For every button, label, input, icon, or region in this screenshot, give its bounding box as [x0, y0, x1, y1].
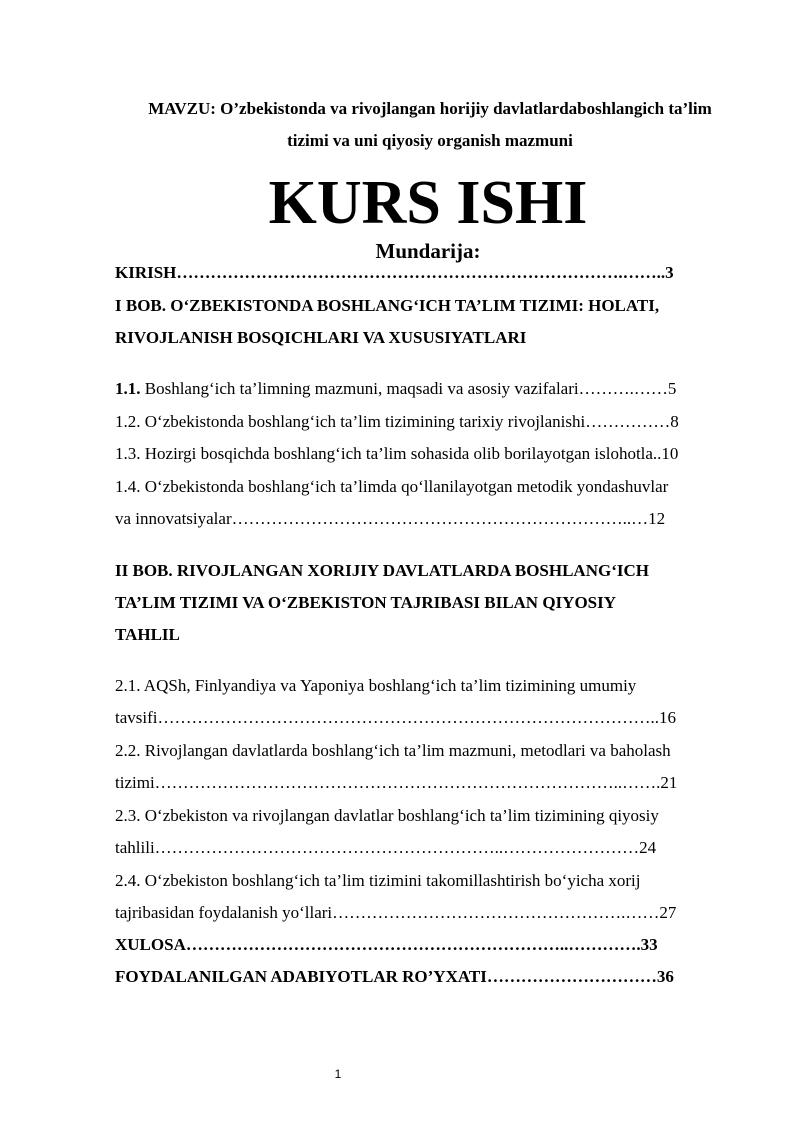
toc-entry-intro: KIRISH…………………………………………………………………….……..3 — [115, 263, 674, 282]
toc-entry-1-1-number: 1.1. — [115, 379, 141, 398]
toc-entry-2-2-line-2: tizimi………………………………………………………………………..…….21 — [115, 773, 678, 792]
toc-heading: Mundarija: — [375, 239, 481, 263]
toc-entry-1-3: 1.3. Hozirgi bosqichda boshlang‘ich ta’lim sohasida olib borilayotgan islohotla..10 — [115, 444, 679, 463]
toc-entry-1-1-text: Boshlang‘ich ta’limning mazmuni, maqsadi va asosiy vazifalari……….……5 — [140, 379, 677, 398]
page-number: 1 — [334, 1067, 342, 1081]
toc-chapter-2-line-2: TA’LIM TIZIMI VA O‘ZBEKISTON TAJRIBASI BILAN QIYOSIY — [115, 593, 617, 612]
toc-chapter-2-line-1: II BOB. RIVOJLANGAN XORIJIY DAVLATLARDA BOSHLANG‘ICH — [115, 561, 649, 580]
toc-chapter-1-line-1: I BOB. O‘ZBEKISTONDA BOSHLANG‘ICH TA’LIM TIZIMI: HOLATI, — [115, 296, 660, 315]
toc-entry-1-1 — [115, 378, 676, 400]
toc-entry-2-3-line-1: 2.3. O‘zbekiston va rivojlangan davlatlar boshlang‘ich ta’lim tizimining qiyosiy — [115, 806, 659, 825]
toc-chapter-2-line-3: TAHLIL — [115, 625, 180, 644]
topic-line-2: tizimi va uni qiyosiy organish mazmuni — [287, 131, 573, 150]
topic-line-1: MAVZU: O’zbekistonda va rivojlangan horijiy davlatlardaboshlangich ta’lim — [148, 99, 712, 118]
toc-chapter-1-line-2: RIVOJLANISH BOSQICHLARI VA XUSUSIYATLARI — [115, 328, 527, 347]
toc-entry-2-4-line-1: 2.4. O‘zbekiston boshlang‘ich ta’lim tizimini takomillashtirish bo‘yicha xorij — [115, 871, 641, 890]
toc-entry-1-4-line-1: 1.4. O‘zbekistonda boshlang‘ich ta’limda qo‘llanilayotgan metodik yondashuvlar — [115, 477, 669, 496]
toc-entry-2-1-line-2: tavsifi……………………………………………………………………………..16 — [115, 708, 676, 727]
toc-entry-2-1-line-1: 2.1. AQSh, Finlyandiya va Yaponiya boshlang‘ich ta’lim tizimining umumiy — [115, 676, 637, 695]
toc-entry-conclusion: XULOSA…………………………………………………………..………….33 — [115, 935, 658, 954]
toc-entry-1-4-line-2: va innovatsiyalar……………………………………………………………..…12 — [115, 509, 666, 528]
toc-entry-references: FOYDALANILGAN ADABIYOTLAR RO’YXATI…………………………36 — [115, 967, 674, 986]
toc-entry-2-4-line-2: tajribasidan foydalanish yo‘llari…………………………………………….……27 — [115, 903, 677, 922]
document-title: KURS ISHI — [268, 169, 588, 237]
toc-entry-1-2: 1.2. O‘zbekistonda boshlang‘ich ta’lim tizimining tarixiy rivojlanishi……………8 — [115, 412, 679, 431]
toc-entry-2-3-line-2: tahlili……………………………………………………..……………………24 — [115, 838, 657, 857]
toc-entry-2-2-line-1: 2.2. Rivojlangan davlatlarda boshlang‘ich ta’lim mazmuni, metodlari va baholash — [115, 741, 671, 760]
